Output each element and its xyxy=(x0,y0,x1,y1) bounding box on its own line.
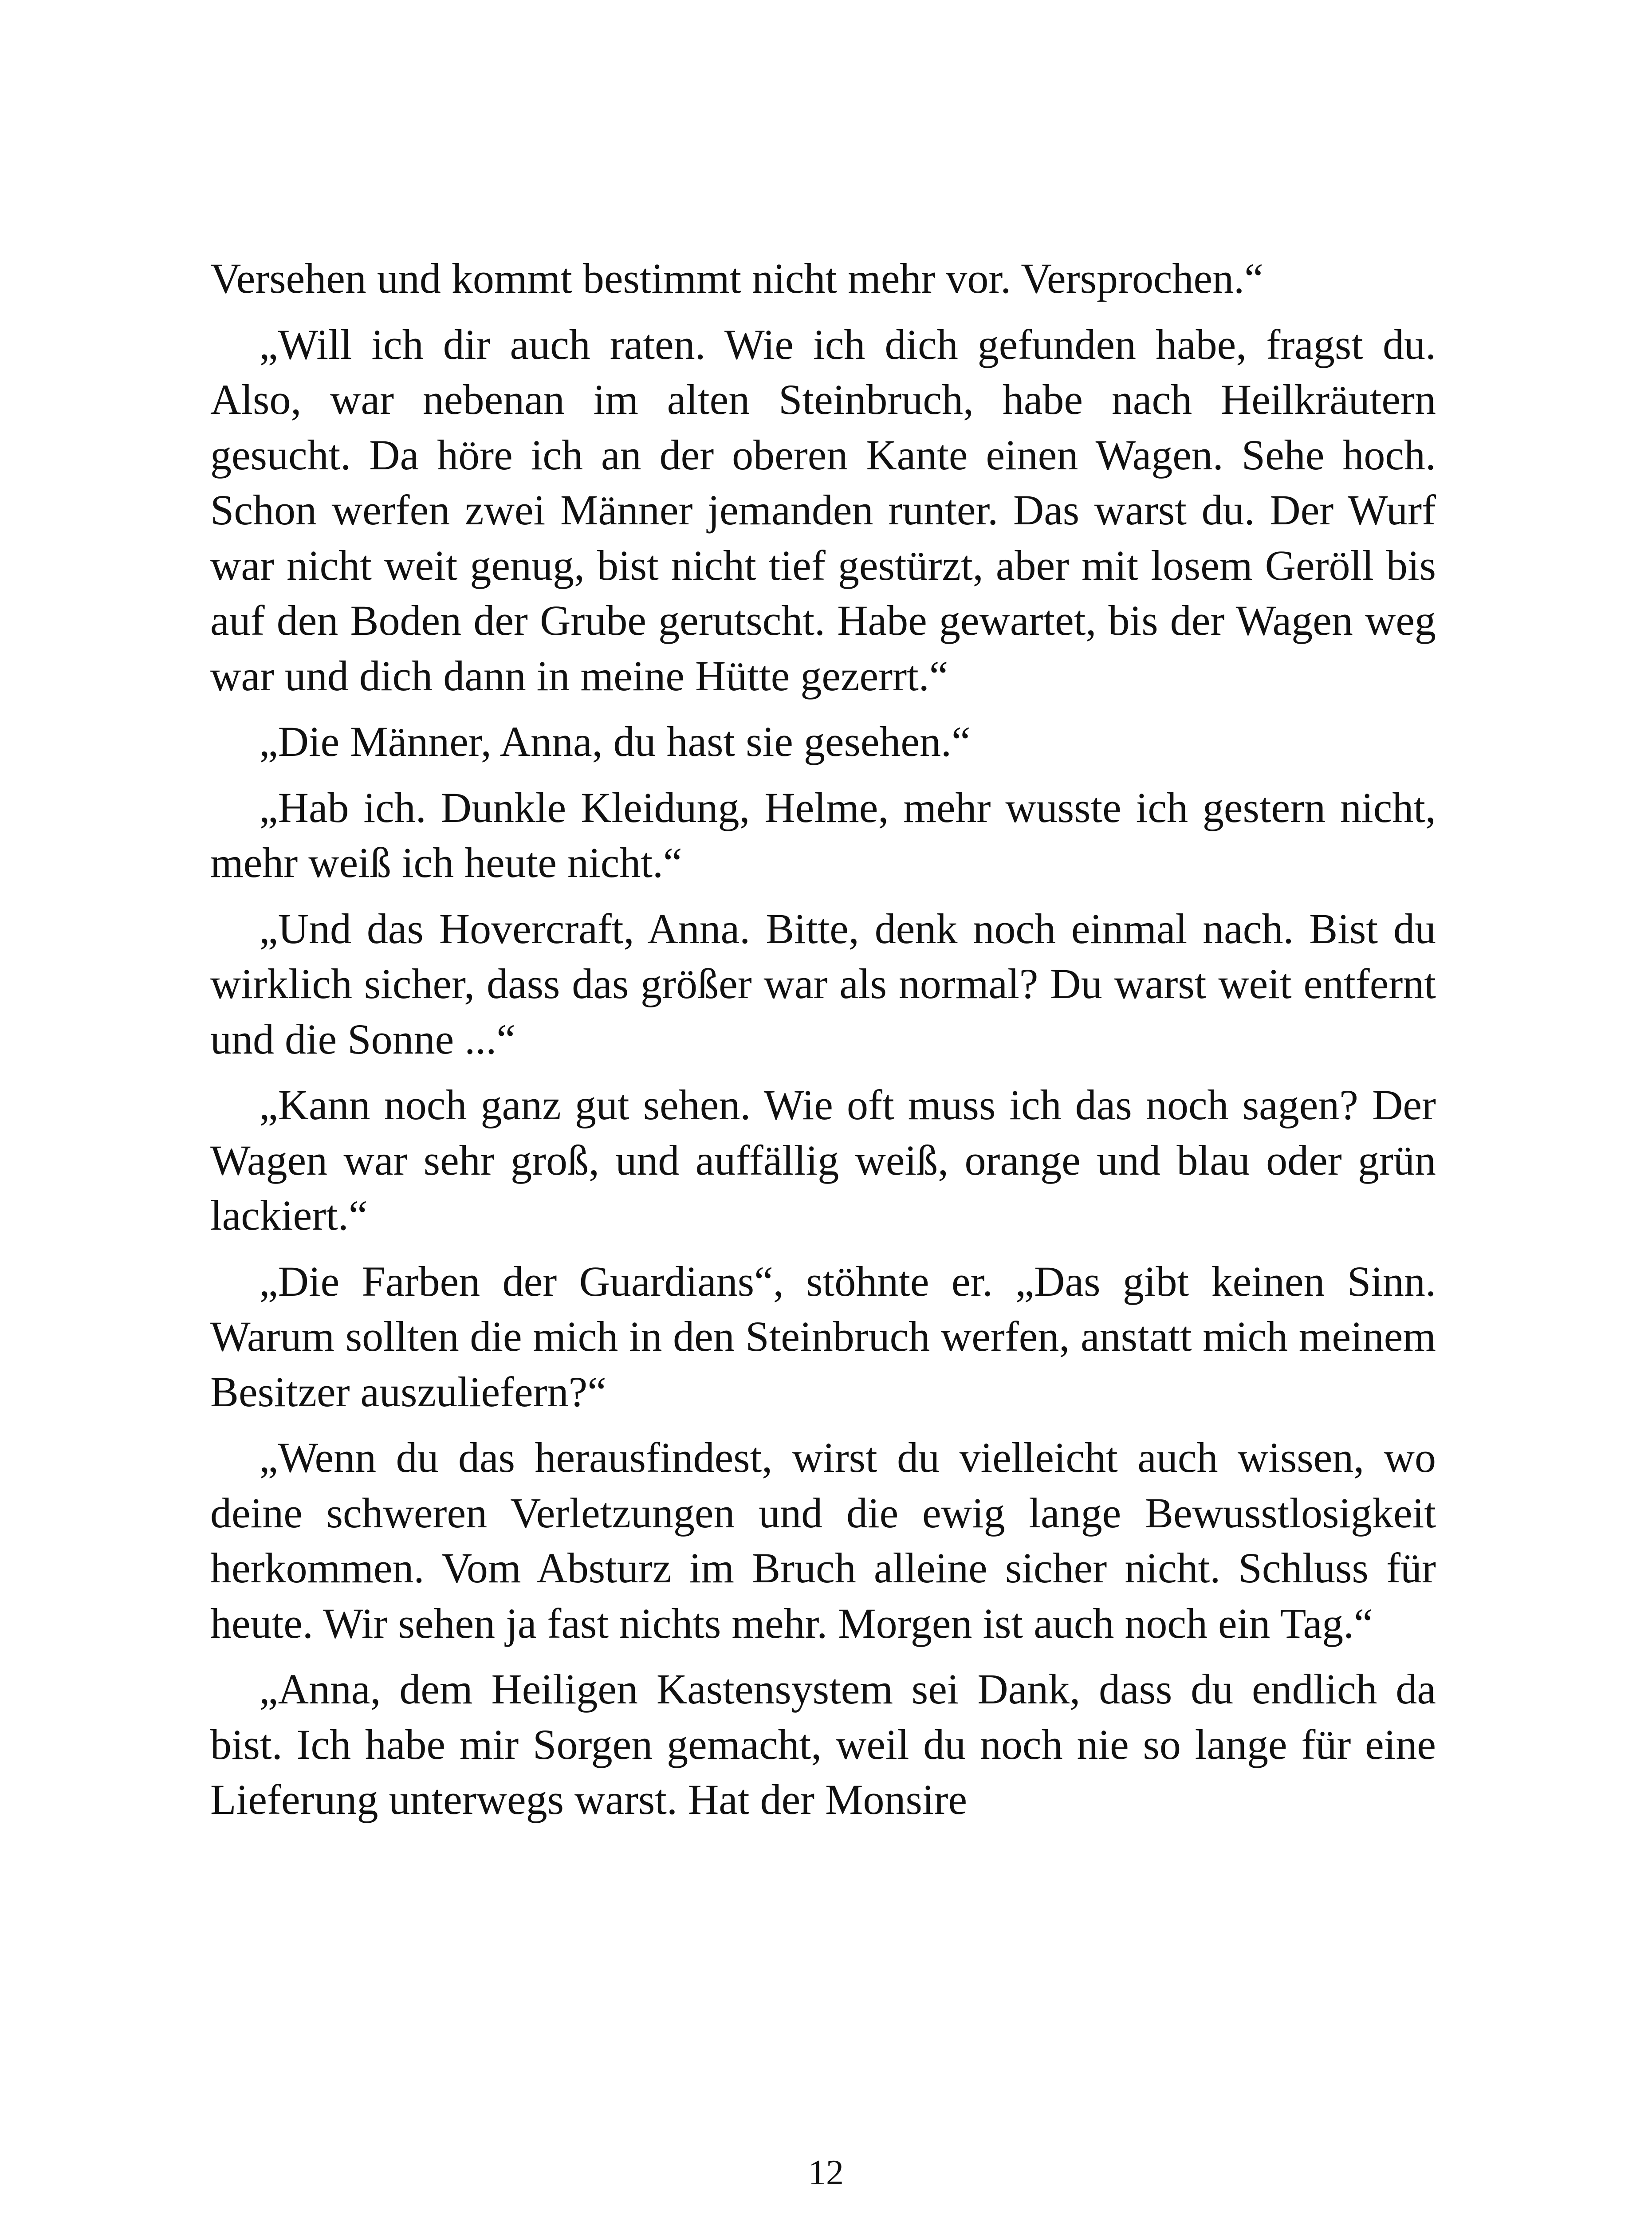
page-number: 12 xyxy=(808,2153,844,2192)
paragraph: „Will ich dir auch raten. Wie ich dich gefunden habe, fragst du. Also, war nebenan im alten Steinbruch, habe nach Heilkräutern gesucht. Da höre ich an der oberen Kante einen Wagen. Sehe hoch. Schon werfen zwei Männer jemanden runter. Das warst du. Der Wurf war nicht weit genug, bist nicht tief gestürzt, aber mit losem Geröll bis auf den Boden der Grube gerutscht. Habe gewartet, bis der Wagen weg war und dich dann in meine Hütte gezerrt.“ xyxy=(210,320,1436,700)
body-text xyxy=(210,251,1436,1838)
paragraph: „Hab ich. Dunkle Kleidung, Helme, mehr wusste ich gestern nicht, mehr weiß ich heute nicht.“ xyxy=(210,783,1436,886)
paragraph: „Die Männer, Anna, du hast sie gesehen.“ xyxy=(259,718,971,765)
paragraph: „Kann noch ganz gut sehen. Wie oft muss ich das noch sagen? Der Wagen war sehr groß, und auffällig weiß, orange und blau oder grün lackiert.“ xyxy=(210,1081,1436,1239)
paragraph-continued: Versehen und kommt bestimmt nicht mehr vor. Versprochen.“ xyxy=(210,255,1263,302)
paragraph: „Und das Hovercraft, Anna. Bitte, denk noch einmal nach. Bist du wirklich sicher, dass das größer war als normal? Du warst weit entfernt und die Sonne ...“ xyxy=(210,905,1436,1063)
paragraph: „Wenn du das herausfindest, wirst du vielleicht auch wissen, wo deine schweren Verletzungen und die ewig lange Bewusstlosigkeit herkommen. Vom Absturz im Bruch alleine sicher nicht. Schluss für heute. Wir sehen ja fast nichts mehr. Morgen ist auch noch ein Tag.“ xyxy=(210,1434,1436,1647)
paragraph: „Anna, dem Heiligen Kastensystem sei Dank, dass du endlich da bist. Ich habe mir Sorgen gemacht, weil du noch nie so lange für eine Lieferung unterwegs warst. Hat der Monsire xyxy=(210,1665,1436,1823)
paragraph: „Die Farben der Guardians“, stöhnte er. „Das gibt keinen Sinn. Warum sollten die mich in den Steinbruch werfen, anstatt mich meinem Besitzer auszuliefern?“ xyxy=(210,1257,1436,1416)
